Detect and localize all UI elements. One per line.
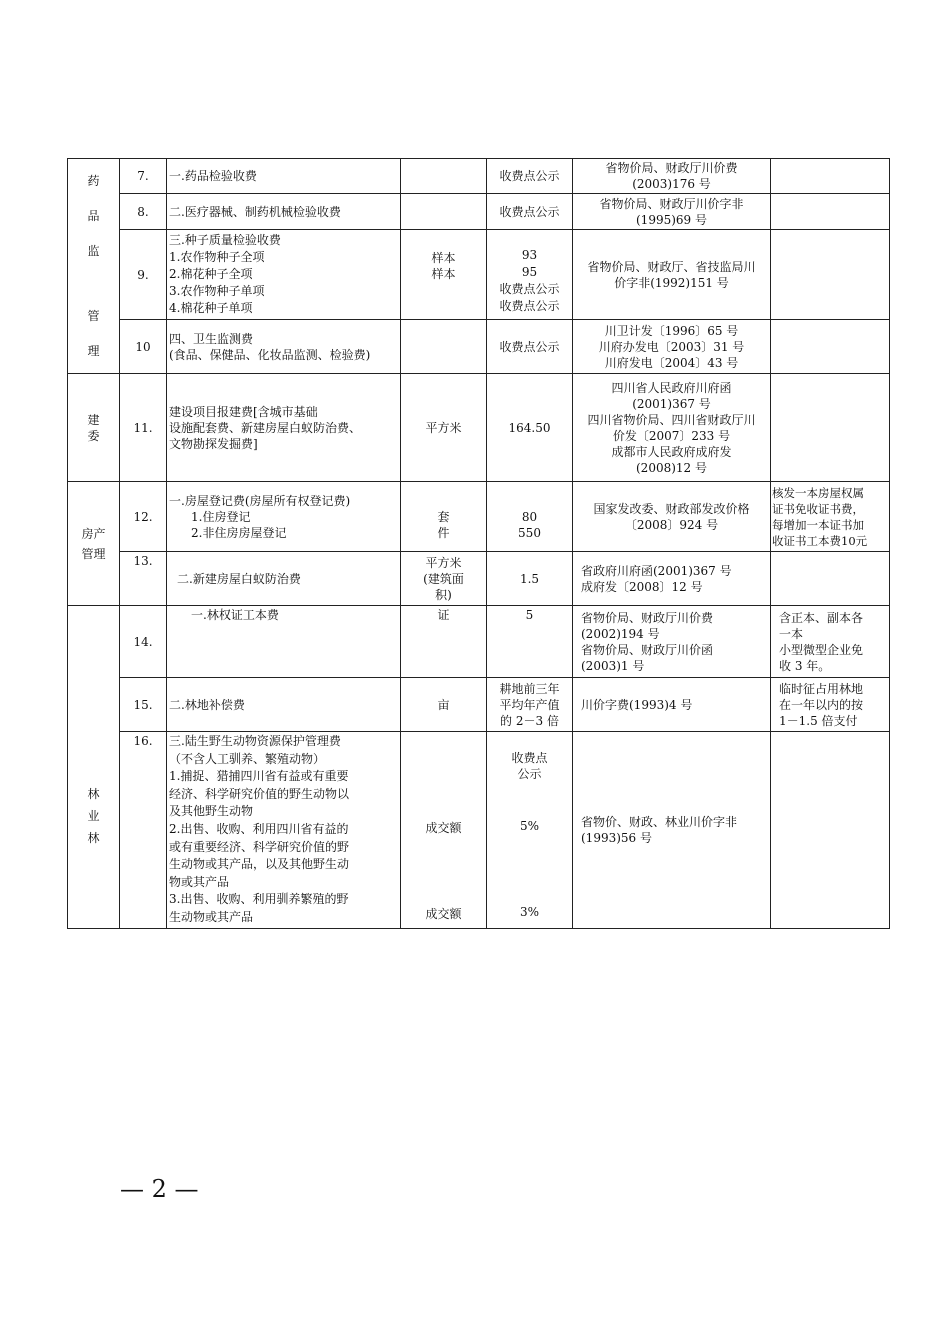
basis-line: 省物价局、财政厅川价费 — [581, 610, 714, 625]
basis-line: 四川省人民政府川府函 — [611, 380, 732, 395]
basis-line: (1995)69 号 — [636, 212, 707, 227]
dept-char: 品 — [87, 208, 100, 223]
item-line: 或有重要经济、科学研究价值的野 — [169, 839, 350, 854]
fee-item — [167, 732, 401, 929]
std-line: 收费点 — [511, 751, 548, 765]
item-line: 设施配套费、新建房屋白蚁防治费、 — [169, 420, 362, 435]
fee-standard: 收费点公示 — [487, 194, 573, 230]
fee-note — [771, 374, 890, 482]
fee-standard — [487, 678, 573, 732]
unit-line: 积) — [435, 587, 452, 602]
unit-line: 样本 — [431, 251, 456, 265]
unit-line: 样本 — [431, 267, 456, 281]
item-line: 3.出售、收购、利用驯养繁殖的野 — [169, 892, 349, 907]
note-line: 收证书工本费10元 — [772, 533, 868, 548]
table-row — [68, 230, 890, 320]
std-line: 公示 — [517, 767, 542, 781]
basis-line: 省物价局、财政厅川价费 — [605, 161, 738, 175]
basis-line: 价发〔2007〕233 号 — [612, 428, 731, 443]
std-line: 3% — [519, 905, 540, 919]
fee-basis — [573, 606, 771, 678]
std-line: 耕地前三年 — [499, 681, 560, 696]
unit-line: 套 — [437, 510, 450, 524]
fee-note — [771, 159, 890, 194]
fee-unit: 证 — [401, 606, 487, 678]
note-line: 每增加一本证书加 — [772, 517, 864, 532]
basis-line: 价字非(1992)151 号 — [614, 275, 729, 290]
fee-note — [771, 732, 890, 929]
row-number: 9. — [120, 230, 167, 320]
dept-char: 林 — [87, 787, 100, 802]
fee-basis — [573, 482, 771, 552]
fee-unit — [401, 552, 487, 606]
row-number: 14. — [120, 606, 167, 678]
fee-basis — [573, 374, 771, 482]
basis-line: 川府发电〔2004〕43 号 — [604, 355, 739, 370]
basis-line: 川卫计发〔1996〕65 号 — [604, 323, 739, 338]
row-number: 8. — [120, 194, 167, 230]
fee-basis — [573, 552, 771, 606]
fee-basis: 川价字费(1993)4 号 — [573, 678, 771, 732]
fee-item — [167, 320, 401, 374]
item-line: 1.农作物种子全项 — [169, 250, 265, 264]
unit-line: 平方米 — [425, 555, 462, 570]
std-line: 的 2－3 倍 — [500, 713, 559, 728]
table-row — [68, 482, 890, 552]
fee-standard: 收费点公示 — [487, 320, 573, 374]
fee-item: 二.林地补偿费 — [167, 678, 401, 732]
row-number: 16. — [120, 732, 167, 929]
table-row — [68, 732, 890, 929]
std-line: 93 — [521, 248, 538, 262]
table-row — [68, 194, 890, 230]
fee-standard — [487, 732, 573, 929]
fee-basis — [573, 230, 771, 320]
fee-note — [771, 606, 890, 678]
basis-line: (2003)1 号 — [581, 658, 645, 673]
std-line: 收费点公示 — [499, 282, 560, 296]
fee-unit — [401, 159, 487, 194]
basis-line: 四川省物价局、四川省财政厅川 — [587, 412, 756, 427]
dept-char: 房产 — [81, 526, 106, 541]
table-row — [68, 159, 890, 194]
dept-char: 理 — [87, 343, 100, 358]
fee-item: 二.医疗器械、制药机械检验收费 — [167, 194, 401, 230]
item-line: 1.住房登记 — [191, 509, 251, 524]
table-row — [68, 320, 890, 374]
fee-standard — [487, 482, 573, 552]
dept-char: 药 — [87, 173, 100, 188]
item-line: 文物勘探发掘费] — [169, 436, 258, 451]
note-line: 1－1.5 倍支付 — [779, 713, 858, 728]
dept-char: 业 — [87, 809, 100, 824]
basis-line: (2003)176 号 — [632, 177, 711, 191]
basis-line: (2001)367 号 — [632, 396, 711, 411]
basis-line: 省物价局、财政厅、省技监局川 — [587, 259, 756, 274]
table-row — [68, 374, 890, 482]
note-line: 收 3 年。 — [779, 658, 831, 673]
basis-line: 省物价局、财政厅川价字非 — [599, 196, 744, 211]
dept-char: 委 — [87, 428, 100, 443]
note-line: 核发一本房屋权属 — [772, 485, 864, 500]
fee-standard: 收费点公示 — [487, 159, 573, 194]
dept-cell-construction — [68, 374, 120, 482]
fee-standard: 5 — [487, 606, 573, 678]
fee-note — [771, 230, 890, 320]
basis-line: 成都市人民政府成府发 — [611, 444, 732, 459]
fee-note — [771, 482, 890, 552]
dept-char: 监 — [87, 243, 100, 258]
fee-item — [167, 230, 401, 320]
basis-line: 国家发改委、财政部发改价格 — [593, 501, 750, 516]
item-line: 生动物或其产品 — [169, 909, 254, 924]
table-row — [68, 678, 890, 732]
row-number: 13. — [120, 552, 167, 606]
row-number: 7. — [120, 159, 167, 194]
basis-line: 川府办发电〔2003〕31 号 — [598, 339, 745, 354]
dept-cell-housing — [68, 482, 120, 606]
std-line: 95 — [521, 265, 538, 279]
note-line: 临时征占用林地 — [779, 681, 864, 696]
note-line: 含正本、副本各 — [779, 610, 864, 625]
unit-line: 件 — [437, 526, 450, 540]
fee-basis — [573, 732, 771, 929]
fee-basis — [573, 194, 771, 230]
item-line: 2.出售、收购、利用四川省有益的 — [169, 821, 349, 836]
basis-line: (2002)194 号 — [581, 626, 660, 641]
note-line: 一本 — [779, 626, 804, 641]
fee-note — [771, 194, 890, 230]
fee-item — [167, 374, 401, 482]
basis-line: 省物价、财政、林业川价字非 — [581, 814, 738, 829]
fee-item: 二.新建房屋白蚁防治费 — [167, 552, 401, 606]
item-line: (食品、保健品、化妆品监测、检验费) — [169, 347, 371, 362]
fee-standard: 164.50 — [487, 374, 573, 482]
item-line: 1.捕捉、猎捕四川省有益或有重要 — [169, 769, 349, 784]
item-line: 生动物或其产品，以及其他野生动 — [169, 857, 350, 872]
dept-char: 建 — [87, 412, 100, 427]
row-number: 11. — [120, 374, 167, 482]
unit-line: (建筑面 — [423, 571, 464, 586]
fee-unit — [401, 230, 487, 320]
fee-unit — [401, 482, 487, 552]
item-line: 3.农作物种子单项 — [169, 284, 265, 298]
item-line: （不含人工驯养、繁殖动物） — [169, 751, 326, 766]
fee-unit: 亩 — [401, 678, 487, 732]
dept-char: 林 — [87, 831, 100, 846]
std-line: 5% — [519, 819, 540, 833]
item-line: 2.棉花种子全项 — [169, 267, 253, 281]
row-number: 12. — [120, 482, 167, 552]
basis-line: (1993)56 号 — [581, 830, 652, 845]
item-line: 一.房屋登记费(房屋所有权登记费) — [169, 493, 351, 508]
fee-item: 一.药品检验收费 — [167, 159, 401, 194]
basis-line: (2008)12 号 — [636, 460, 707, 475]
fee-note — [771, 320, 890, 374]
fee-standard — [487, 230, 573, 320]
fee-unit — [401, 320, 487, 374]
fee-unit: 平方米 — [401, 374, 487, 482]
item-line: 2.非住房房屋登记 — [191, 525, 287, 540]
row-number: 15. — [120, 678, 167, 732]
item-line: 4.棉花种子单项 — [169, 301, 253, 315]
std-line: 550 — [518, 526, 541, 540]
fee-unit — [401, 732, 487, 929]
fee-basis — [573, 159, 771, 194]
std-line: 80 — [521, 510, 538, 524]
item-line: 经济、科学研究价值的野生动物以 — [169, 786, 350, 801]
unit-line: 成交额 — [425, 821, 462, 835]
std-line: 平均年产值 — [499, 697, 560, 712]
dept-cell-drug — [68, 159, 120, 374]
item-line: 四、卫生监测费 — [169, 331, 254, 346]
dept-cell-forestry — [68, 606, 120, 929]
fee-unit — [401, 194, 487, 230]
basis-line: 成府发〔2008〕12 号 — [581, 579, 703, 594]
unit-line: 成交额 — [425, 907, 462, 921]
fee-item — [167, 482, 401, 552]
item-line: 三.陆生野生动物资源保护管理费 — [169, 734, 341, 748]
fee-table — [67, 158, 890, 929]
table-row — [68, 606, 890, 678]
fee-item: 一.林权证工本费 — [167, 606, 401, 678]
basis-line: 省物价局、财政厅川价函 — [581, 642, 714, 657]
note-line: 小型微型企业免 — [779, 642, 864, 657]
fee-standard: 1.5 — [487, 552, 573, 606]
basis-line: 省政府川府函(2001)367 号 — [581, 563, 732, 578]
item-line: 及其他野生动物 — [169, 804, 254, 819]
fee-basis — [573, 320, 771, 374]
table-row — [68, 552, 890, 606]
fee-note — [771, 678, 890, 732]
dept-char: 管 — [87, 308, 100, 323]
item-line: 建设项目报建费[含城市基础 — [169, 404, 318, 419]
item-line: 三.种子质量检验收费 — [169, 233, 281, 247]
dept-char: 管理 — [81, 546, 106, 561]
fee-note — [771, 552, 890, 606]
note-line: 在一年以内的按 — [779, 697, 864, 712]
row-number: 10 — [120, 320, 167, 374]
item-line: 物或其产品 — [169, 874, 230, 889]
std-line: 收费点公示 — [499, 299, 560, 313]
page-number: — 2 — — [120, 1175, 199, 1203]
note-line: 证书免收证书费， — [772, 501, 864, 516]
basis-line: 〔2008〕924 号 — [624, 517, 719, 532]
